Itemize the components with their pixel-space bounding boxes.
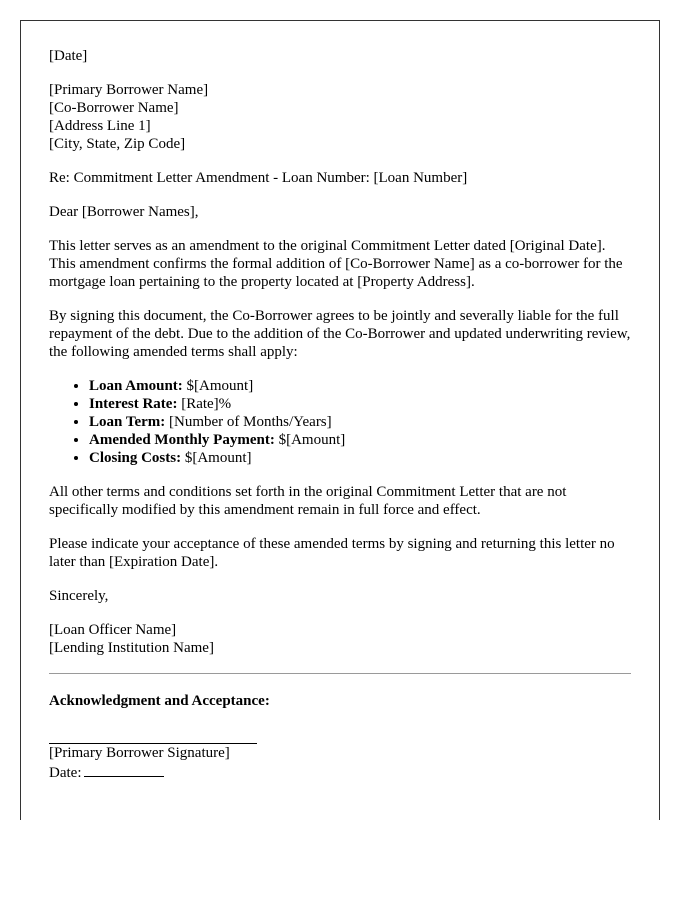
acknowledgment-heading: Acknowledgment and Acceptance:	[49, 693, 270, 709]
term-label: Closing Costs:	[89, 450, 182, 466]
intro-paragraph: This letter serves as an amendment to the original Commitment Letter dated [Original Date]. This amendment confirms the formal addition of [Co-Borrower Name] as a co-borrower for the mortgage loan pertaining to the property located at [Property Address].	[49, 238, 623, 290]
term-interest-rate	[89, 395, 631, 413]
term-value: [Number of Months/Years]	[165, 414, 332, 430]
subject-line: Re: Commitment Letter Amendment - Loan Number: [Loan Number]	[49, 170, 468, 186]
recipient-primary-name: [Primary Borrower Name]	[49, 82, 209, 98]
term-value: $[Amount]	[182, 378, 254, 394]
signature-line	[49, 726, 257, 744]
closing: Sincerely,	[49, 588, 109, 604]
term-closing-costs	[89, 449, 631, 467]
term-loan-amount	[89, 377, 631, 395]
lending-institution-name: [Lending Institution Name]	[49, 640, 214, 656]
signature-block	[49, 726, 631, 782]
section-divider	[49, 673, 631, 674]
recipient-co-borrower-name: [Co-Borrower Name]	[49, 100, 179, 116]
term-monthly-payment	[89, 431, 631, 449]
amended-terms-list	[49, 377, 631, 467]
date-label: Date:	[49, 765, 82, 781]
recipient-block	[49, 81, 631, 153]
recipient-address-line1: [Address Line 1]	[49, 118, 151, 134]
letter-page	[20, 20, 660, 820]
term-label: Loan Term:	[89, 414, 166, 430]
recipient-city-state-zip: [City, State, Zip Code]	[49, 136, 186, 152]
term-loan-term	[89, 413, 631, 431]
other-terms-paragraph: All other terms and conditions set forth in the original Commitment Letter that are not specifically modified by this amendment remain in full force and effect.	[49, 484, 567, 518]
term-value: $[Amount]	[274, 432, 346, 448]
term-value: [Rate]%	[177, 396, 232, 412]
loan-officer-name: [Loan Officer Name]	[49, 622, 177, 638]
letter-date: [Date]	[49, 48, 88, 64]
liability-paragraph: By signing this document, the Co-Borrower agrees to be jointly and severally liable for the full repayment of the debt. Due to the addition of the Co-Borrower and updated underwriting review, the following amended terms shall apply:	[49, 308, 631, 360]
salutation: Dear [Borrower Names],	[49, 204, 199, 220]
date-field	[49, 762, 631, 782]
term-label: Interest Rate:	[89, 396, 178, 412]
term-label: Amended Monthly Payment:	[89, 432, 275, 448]
signature-caption: [Primary Borrower Signature]	[49, 745, 230, 761]
date-blank-line	[84, 762, 164, 777]
signer-block	[49, 621, 631, 657]
term-label: Loan Amount:	[89, 378, 183, 394]
term-value: $[Amount]	[181, 450, 252, 466]
acceptance-paragraph: Please indicate your acceptance of these amended terms by signing and returning this letter no later than [Expiration Date].	[49, 536, 615, 570]
